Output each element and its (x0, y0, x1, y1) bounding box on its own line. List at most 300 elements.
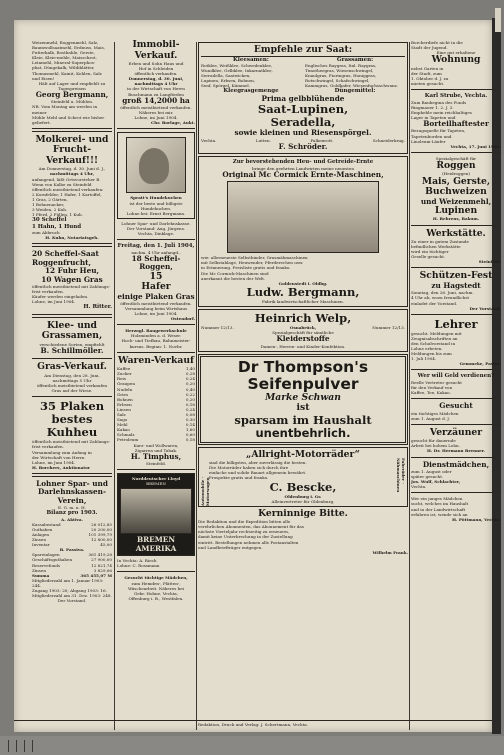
row-label: Guthaben (32, 526, 53, 532)
text-line: Holzminden a. d. Weser. (130, 333, 182, 339)
text-line: Lohne bei: Ernst Bergmann. (126, 210, 186, 216)
text-line: Wer ein junges Mädchen (411, 496, 463, 502)
ad-heading: Kerninnige Bitte. (258, 507, 348, 519)
ad-emphasis: Marke Schwan (265, 391, 341, 403)
text-line: phat, Düngekalk, Wildiblätter, (32, 65, 95, 71)
text-line: Buschmann zu Langförden (128, 91, 184, 97)
text-line: den Schulvorstand in (411, 340, 456, 346)
text-line: später gesucht. (411, 474, 444, 480)
ad-emphasis: Mais, Gerste, (421, 175, 491, 187)
ad-heading: Gesucht tüchtige Mädchen, (124, 575, 188, 581)
text-line: Arbeit bei hohem Lohn. (411, 443, 460, 449)
text-line: Futterkalk, Rostbahle, Gerste, (32, 50, 95, 56)
text-line: Der Vorstand: Aug. Jürgens. (126, 225, 186, 231)
text-line: Timotheegras, Wiesenschwingel, (305, 68, 374, 74)
row-value: 20 200,00 (91, 526, 112, 532)
row-label: Sago (117, 417, 128, 423)
text-line: 2 Kornfelder, 1 Hafer, 1 Kartoffel, (32, 191, 102, 197)
text-line: mit Selbstablage, Heuwender, Pferderechen usw. (201, 260, 304, 266)
row-label: Inventar (32, 542, 50, 548)
ad-emphasis: zu Hagstedt (431, 280, 481, 290)
balance-section: B. Passiva. (59, 547, 85, 553)
text-line: Osnabrück, (289, 324, 317, 330)
row-label: Mehl (117, 422, 128, 428)
text-line: Der Vorstand. (57, 598, 87, 604)
text-line: Lohne erbeten. (411, 346, 443, 352)
text-line: in der Wirtschaft von Herrn (127, 86, 185, 92)
ad-heading: Dienstmädchen, (422, 459, 490, 469)
scan-tick (16, 740, 17, 752)
column-a (32, 40, 112, 603)
side-text: Automobile · Motorwagen (200, 476, 211, 506)
ad-signature: Wilhelm Frank. (372, 549, 408, 555)
total-label: Summa (32, 572, 50, 578)
text-line: und Eisen! (32, 75, 55, 81)
ad-emphasis: Original Mc Cormick Ernte-Maschinen, (222, 169, 384, 179)
text-line: Goldenstedt i. Oldbg. (278, 280, 328, 286)
text-line: zum Abbruch (32, 230, 60, 236)
text-line: Lohner Spar- und Darlehnskasse. (121, 220, 191, 226)
text-line: sind die billigsten, aber zuverlässig die besten. (209, 460, 307, 466)
ad-heading: Molkerei- und Frucht-Verkauf!!! (35, 133, 109, 166)
text-line: Stadt der Jugend. (411, 45, 448, 51)
ad-emphasis: groß 14,2000 ha (122, 95, 190, 105)
text-line: Die Motorräder haben sich durch ihre (209, 465, 289, 471)
text-line: Spezialgeschäft für (435, 155, 477, 161)
row-label: Geschäftsguthaben (32, 557, 73, 563)
text-line: in Erinnerung. Preisliste gratis und franko. (201, 265, 291, 271)
ad-emphasis: und Weizenmehl, (420, 196, 492, 206)
column-c (198, 40, 408, 555)
row-label: Bohnen (117, 396, 133, 402)
text-line: Donnerstag, d. 30. Juni, (128, 76, 184, 82)
spratts-ad (117, 132, 195, 218)
text-line: Rotschwingel, Schafschwingel, (305, 78, 370, 84)
text-line: öffentlich verkaufen. (134, 71, 178, 77)
text-line: Mitgliederzahl am 31. Dez. 1903: 248. (32, 593, 112, 599)
text-line: Rotklee, Weißklee, Schwedenklee, (201, 63, 273, 68)
text-line: Emphehle mein reichhaltiges (411, 109, 472, 115)
ad-separator (411, 267, 501, 268)
allright-ad (198, 447, 408, 507)
ad-heading: Gesucht (439, 401, 473, 411)
ad-signature: Gemmeke, Pastor. (459, 361, 501, 367)
text-line: Hof in Schleiden (138, 66, 174, 72)
ad-heading: Norddeutscher Lloyd (131, 476, 181, 482)
ad-heading: Herzogl. Baugewerkschule (125, 328, 187, 334)
subheading: Prima gelbblühende (261, 93, 345, 103)
text-line: Knaulgras, Fioringras, Honiggras, (305, 73, 377, 79)
ad-heading: Lohner Spar- und Darlehnskassen-Verein, (36, 478, 108, 505)
text-line: Die Redaktion und die Expedition bitten alle (198, 519, 291, 525)
row-value: 3 829,06 (93, 567, 112, 573)
ad-emphasis: Kleiderstoffe (276, 334, 330, 344)
text-line: nachmittags 5 Uhr (52, 378, 92, 384)
text-line: Reelle Vertreter gesucht (411, 379, 462, 385)
ad-signature: H. Borchers, Auktionator (32, 464, 91, 470)
text-line: E. G. m. u. H. (58, 505, 86, 511)
text-line: öffentlich meistbietend mit Zahlungs- (32, 439, 111, 445)
ad-separator (117, 239, 195, 240)
text-line: Bezugsquelle für Tapeten, (411, 128, 466, 134)
ad-signature: Vechta, 17. Juni 1904. (450, 143, 501, 149)
column-b (117, 40, 195, 601)
row-value: 1,40 (185, 366, 195, 372)
text-line: befindlichen Werkstätte (411, 244, 461, 250)
text-line: Kaffee, Tee, Kakao. (411, 390, 451, 396)
text-line: Gras auf der Wiese. (51, 388, 93, 394)
ad-emphasis: AMERIKA (135, 543, 177, 553)
text-line: Mühle Mehl und Schrot wie bisher geliefert. (32, 114, 105, 125)
row-value: 0,24 (185, 376, 195, 382)
ad-separator (411, 424, 501, 425)
text-line: In Vechta: A. Riech (117, 558, 157, 564)
balance-heading: Bilanz pro 1903. (46, 510, 98, 517)
row-value: 0,08 (185, 412, 195, 417)
text-line: Gebr. Hohne, Vechta, (133, 590, 179, 596)
text-line: Senf, Spörgel, Kümmel. (201, 83, 251, 89)
place-name: Falkenrott. (310, 137, 334, 143)
text-line: Englisches Raygras, Ital. Raygras, (305, 63, 377, 68)
ad-emphasis: sparsam im Haushalt (234, 412, 372, 427)
row-value: 0,30 (185, 417, 195, 423)
text-line: Borcherdiefe nicht in die (411, 40, 463, 45)
text-line: 1. Juli 1904. (411, 356, 437, 362)
row-value: 1,60 (185, 427, 195, 433)
text-line: BREMEN (146, 481, 166, 487)
text-line: Erben und Sohn Haus und (128, 61, 184, 66)
scan-tick (24, 740, 25, 752)
ad-heading: Immobil-Verkauf. (132, 39, 180, 61)
text-line: nachmittags 4 Uhr, (49, 171, 95, 177)
ad-heading: Seifenpulver (247, 374, 359, 393)
ad-separator (32, 243, 112, 247)
text-line: bringe den geehrten Landwirten meine neuesten (251, 165, 354, 171)
ad-separator (117, 469, 195, 470)
ad-emphasis: unentbehrlich. (255, 425, 351, 440)
ad-date: Freitag, den 1. Juli 1904, (117, 243, 195, 250)
text-line: gesucht. Meldungen mit (411, 330, 462, 336)
text-line: Vechta, Dinklage. (137, 231, 175, 236)
ad-separator (32, 128, 112, 132)
ad-signature: H. Pöttmann, Vechta. (452, 516, 501, 522)
row-label: Reis (117, 376, 126, 382)
column-d (411, 40, 501, 522)
text-line: Tapetenborden und (411, 133, 452, 139)
ad-heading: 20 Scheffel-Saat Roggenfrucht, (32, 249, 99, 267)
ad-heading: Werkstätte. (426, 227, 486, 239)
text-line: Wenn von Kalbe zu Steinfeld (32, 181, 92, 187)
harvester-illustration (227, 181, 379, 253)
ad-separator (411, 314, 501, 315)
text-line: Lohne, im Juni 1904. (134, 311, 178, 317)
balance-section: A. Aktiva. (61, 516, 83, 522)
text-line: Weizenmehl, Roggenmehl, Salz, (32, 40, 99, 45)
row-label: Salz (117, 412, 126, 417)
text-line: Lohne, im Juni 1904. (32, 299, 76, 305)
row-label: Zinsen (32, 537, 46, 543)
text-line: eintritt. Bestellungen nehmen alle Postanstalten (198, 539, 299, 545)
lloyd-ad (117, 473, 195, 556)
ad-emphasis: Borteilhaftester (423, 119, 489, 129)
row-label: Reservefonds (32, 562, 61, 568)
text-line: Lupinen, Erbsen, Bohnen, (201, 78, 256, 84)
row-label: Schmalz (117, 432, 135, 438)
text-line: Hundekuchen. (140, 205, 172, 211)
row-value: 0,18 (185, 437, 195, 443)
row-label: Zinsen (32, 567, 46, 573)
text-line: Zigarren und Tabak. (134, 447, 178, 453)
ad-signature: Der Vorstand. (469, 305, 501, 311)
welp-ad (198, 309, 408, 352)
text-line: Geselle gesucht. (411, 254, 446, 260)
text-line: Jos. Wulf, Schlachter, (411, 479, 461, 485)
text-line: Baumwollsaatmehl, Erdnuss, Mais, (32, 45, 106, 51)
ad-separator (411, 369, 501, 370)
ad-heading: Wer will Geld verdienen? (417, 373, 495, 380)
text-line: zum 1. August d. J. (411, 415, 450, 421)
text-line: nebst Garten in (411, 65, 444, 71)
column-rule (114, 42, 115, 730)
row-value: 0,14 (185, 422, 195, 428)
text-line: Nummer 12/13. (201, 324, 234, 330)
mccormick-ad (198, 156, 408, 307)
ad-heading: Waren-Verkauf (118, 354, 194, 366)
text-line: mieten gesucht. (411, 81, 445, 87)
text-line: öffentlich meistbietend verkaufen (36, 383, 108, 389)
text-line: Fabrik landwirtschaftlicher Maschinen. (262, 298, 344, 304)
ad-separator (117, 571, 195, 572)
text-line: Sonntag, den 26. Juni, nachm. (411, 290, 474, 296)
balance-table-passiva (32, 552, 112, 572)
ad-emphasis: Buchweizen (425, 186, 487, 197)
text-line: Zu einer in gutem Zustande (411, 239, 469, 244)
text-line: öffentlich meistbietend verkaufen: (32, 186, 104, 192)
advertiser-name: B. Schillmöller. (40, 346, 104, 356)
text-line: nächste Vierteljahr rechtzeitig zu erneuern, (198, 529, 290, 535)
row-label: Petroleum (117, 437, 139, 443)
text-line: Wundklee, Gelbklee, Inkarnatklee, (201, 68, 273, 74)
text-line: Versammlung zum Anfang in (32, 449, 92, 455)
text-line: nachmittags 4 Uhr (134, 81, 178, 87)
text-line: Prospekte gratis und franko. (209, 475, 269, 481)
advertiser-location: Steinfeld. (146, 461, 166, 467)
row-label: Graupen (117, 381, 135, 387)
text-line: ist (296, 402, 310, 414)
subheading: Kleegrasgemenge (223, 88, 279, 95)
text-line: sucht, welches im Haushalt (411, 501, 469, 507)
text-line: Meldungen bis zum (411, 351, 452, 357)
text-line: Mitgliederzahl am 1. Januar 1903: 244. (32, 577, 104, 588)
ad-heading: Zur bevorstehenden Heu- und Getreide-Ernte (232, 159, 374, 166)
advertiser-name: H. Timphus, (130, 451, 182, 461)
advertiser-location: Oldenburg i. Gr. (284, 493, 322, 499)
ad-emphasis: Lupinen (434, 204, 478, 216)
text-line: Wäschearbeit. Näheres bei (128, 585, 184, 591)
text-line: Linoleum-Läufer (411, 138, 446, 144)
text-line: Spezialgeschäft für sämtliche (272, 330, 334, 336)
text-line: zum 1. August oder (411, 468, 452, 474)
place-name: Vechta. (201, 137, 217, 143)
ad-signature: Steinfeld. (478, 259, 501, 265)
text-line: zum Hemden-, Plätten-, (131, 580, 181, 586)
text-line: verschiedene Sorten, empfiehlt (39, 341, 105, 347)
row-label: Kassabestand (32, 521, 61, 527)
row-value: 0,16 (185, 401, 195, 407)
row-value: 0,40 (185, 386, 195, 392)
row-label: Spareinlagen (32, 552, 60, 558)
text-line: und Landbriefträger entgegen. (198, 544, 263, 550)
text-line: Lager in Tapeten und (411, 114, 456, 120)
ad-separator (411, 152, 501, 153)
text-line: 3 Weiden, 2 Kuh. (32, 207, 68, 213)
row-label: Kakao (117, 427, 130, 433)
text-line: gesucht für dauernde (411, 438, 456, 444)
ad-separator (32, 473, 112, 477)
seed-ad (198, 42, 408, 154)
text-line: Kurz- und Wollwaren, (133, 442, 179, 448)
text-line: Tagespreisen (58, 85, 86, 91)
ad-signature: Ostendorf. (170, 316, 195, 322)
text-line: kursus. Beginn: 1. Novbr. (129, 343, 183, 349)
text-line: einladet der Vorstand. (411, 300, 458, 306)
text-line: Hoch- und Tiefbau, Bahnmeister- (121, 338, 191, 344)
place-name: Schneiderkrug. (372, 137, 405, 143)
text-line: der Wirtschaft von Herrn (32, 454, 85, 460)
row-value: 361 419,28 (88, 552, 112, 558)
steamship-illustration (120, 488, 192, 534)
text-line: Die Mc Cormick-Maschinen sind (201, 270, 269, 276)
ad-separator (411, 89, 501, 90)
page-edge-corner (495, 8, 501, 32)
text-line: einfache und solide Bauart allgemein bewährt. (209, 470, 307, 476)
row-value: 12 821,74 (91, 562, 112, 568)
ad-heading: 35 Plaken bestes Kuhheu (39, 399, 105, 440)
seed-right (305, 57, 405, 95)
text-line: NB. Vom Montag am werden in meiner (32, 104, 98, 115)
text-line: Kammgras, Goldhafer, Wiesenfuchsschwanz. (305, 83, 399, 89)
price-list (117, 366, 195, 442)
scan-tick (32, 740, 33, 752)
text-line: Leinmehl, Mineral-Superphos- (32, 60, 96, 66)
row-label: Gries (117, 391, 129, 397)
column-rule (196, 42, 197, 730)
text-line: Offenburg i. B., Westfalen. (128, 595, 184, 601)
row-value: 12 800,00 (91, 537, 112, 543)
text-line: Ringmauer 1. 2. J. 3. (411, 104, 454, 110)
advertiser-name: Karl Strube, Vechta. (424, 93, 488, 100)
row-value: 0,60 (185, 432, 195, 438)
subheading: Kleesamen: (233, 56, 269, 63)
ad-separator (32, 358, 112, 359)
ad-emphasis: 30 Scheffel (32, 217, 67, 224)
text-line: wie: allerneueste Selbstbinder, Grasmähmaschinen (201, 255, 308, 261)
text-line: 1 Bohnenacker, (32, 201, 65, 207)
row-label: Linsen (117, 406, 131, 412)
text-line: 1 Gras, 2 Gärten, (32, 196, 68, 202)
row-value: 0,24 (185, 406, 195, 412)
ad-separator (411, 225, 501, 226)
ad-emphasis: 1 Hahn, 1 Hund (32, 223, 82, 230)
text-line: Zugang 1903: 20; Abgang 1903: 16. (32, 588, 107, 593)
ad-emphasis: 15 (149, 270, 163, 282)
text-line: öffentlich meistbietend verkaufen. (120, 300, 192, 306)
dog-illustration (126, 137, 186, 193)
scan-bottom-strip (0, 736, 504, 755)
text-line: Eine gut erhaltene (436, 50, 476, 56)
total-value: 365 455,07 M (80, 572, 112, 578)
side-text: Fahrräder · Nähmaschinen (395, 457, 406, 492)
text-line: Nummer 12/13. (372, 324, 405, 330)
text-line: (Heidroggen) (442, 171, 470, 177)
thompson-ad (198, 354, 408, 445)
ad-signature: H. Ritter. (83, 304, 112, 311)
text-line: 1 Pferd, 2 Füllen, 1 Kuh. (32, 212, 83, 218)
row-label: Erbsen (117, 401, 132, 407)
row-label: Nudeln (117, 386, 133, 392)
advertiser-location: Steinfeld u. Mühlen. (50, 99, 94, 105)
text-line: Serradella, Saatwicken, (201, 73, 251, 79)
text-line: Versammlung beim Wirtshaus (124, 306, 188, 311)
advertiser-name: F. Schröder. (278, 141, 328, 151)
ad-heading: „Allright-Motorräder“ (246, 448, 360, 460)
text-line: Vechta. (411, 484, 427, 490)
ad-separator (411, 492, 501, 493)
advertiser-name: Ludw. Bergmann, (246, 284, 360, 299)
text-line: Hält auf Lager und empfiehlt zu (38, 80, 106, 86)
ad-separator (117, 352, 195, 353)
text-line: 1. Oktober d. J. zu (411, 75, 449, 81)
row-label: Anlagen (32, 531, 50, 537)
ad-heading: Schützen-Fest (419, 270, 493, 282)
text-line: erfahren ist, wende sich an (411, 511, 468, 517)
ad-heading: Wohnung (431, 54, 481, 66)
row-value: 27 900,00 (91, 557, 112, 563)
ad-emphasis: Roggen (436, 159, 476, 171)
ad-separator (32, 396, 112, 397)
column-rule (409, 42, 410, 730)
text-line: Zeugnisabschriften an (411, 335, 458, 341)
text-line: Kleie, Kleie-mehle, Maisschrot, (32, 55, 97, 61)
text-line: und in der Landwirtschaft (411, 506, 466, 512)
ad-heading: Empfehle zur Saat: (201, 45, 405, 57)
balance-table-activa (32, 522, 112, 547)
page-footer: Redaktion, Druck und Verlag: J. Schertmann, Vechta. (14, 720, 492, 727)
text-line: Käufer werden eingeladen. (32, 294, 89, 300)
text-line: Damen-, Herren- und Kinder-Konfektion. (260, 343, 346, 349)
text-line: frist verkaufen. (32, 289, 64, 295)
newspaper-page (14, 20, 501, 732)
text-line: wird ein tüchtiger (411, 249, 449, 255)
text-line: Lohne, im Juni 1904. (134, 115, 178, 121)
ad-separator (411, 457, 501, 458)
advertiser-name: H. Behrens, Bakum. (432, 216, 480, 222)
ad-separator (32, 314, 112, 318)
ad-signature: H. Kuhn, Notariatsgeh. (45, 235, 99, 241)
subheading: Düngemittel: (334, 88, 376, 95)
text-line: 4 Uhr ab, wozu freundlichst (411, 295, 470, 301)
row-label: Zucker (117, 371, 132, 377)
text-line: ist der beste und billigste (129, 200, 183, 206)
row-value: 0,22 (185, 391, 195, 397)
text-line: frist verkaufen. (32, 444, 64, 450)
subheading: Grassamen: (336, 56, 374, 63)
ad-heading: Verzäuner (429, 426, 483, 438)
ad-emphasis: einige Plaken Gras (117, 291, 195, 301)
scan-tick (8, 740, 9, 752)
text-line: Näheres bei mir. (138, 110, 174, 116)
ad-heading: Spratt's Hundekuchen (130, 195, 182, 201)
